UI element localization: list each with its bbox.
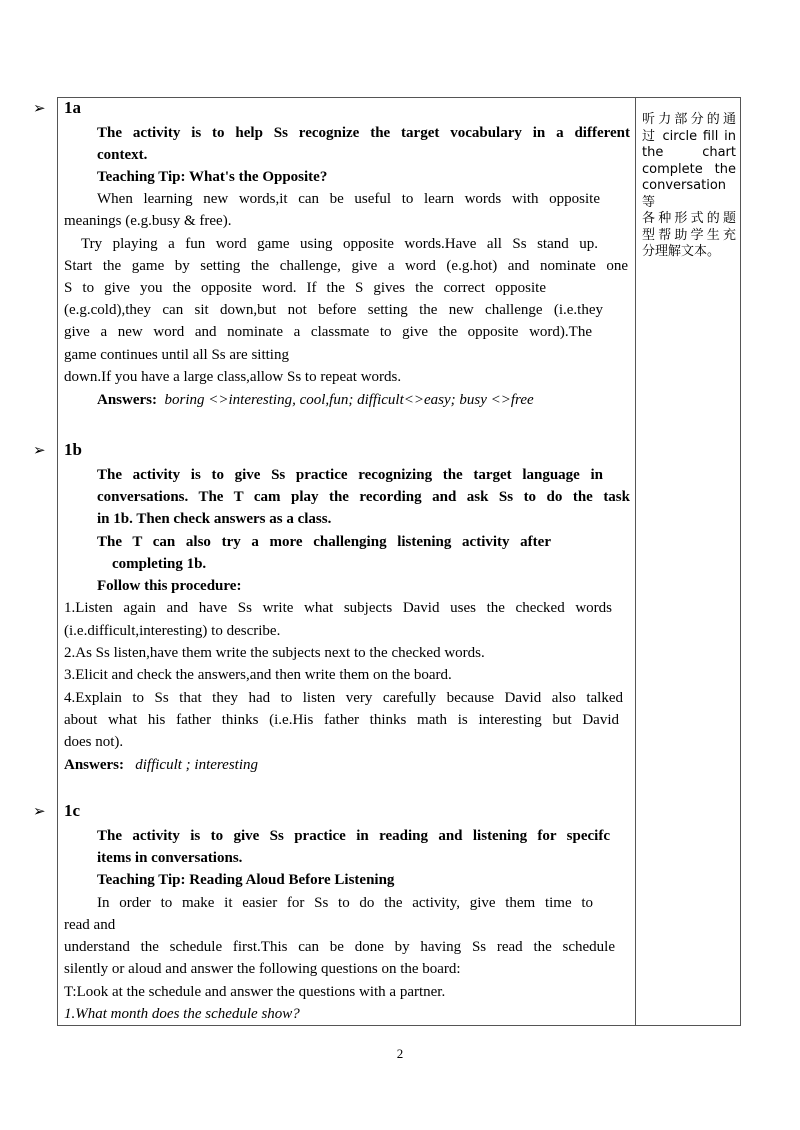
section-heading: 1c [64,801,81,820]
teaching-tip-title: Teaching Tip: Reading Aloud Before Listening [97,872,395,888]
side-note [642,112,736,261]
page-number: 2 [396,1046,404,1061]
paragraph-line: game continues until all Ss are sitting [64,347,289,363]
paragraph-line: S to give you the opposite word. If the S gives the correct opposite [64,280,546,296]
procedure-step: 2.As Ss listen,have them write the subjects next to the checked words. [64,645,485,661]
paragraph-line: When learning new words,it can be useful to learn words with opposite [97,191,600,207]
paragraph-line: meanings (e.g.busy & free). [64,213,232,229]
paragraph-line: down.If you have a large class,allow Ss to repeat words. [64,369,402,385]
answers-line [97,389,534,411]
side-note-line: 分理解文本。 [642,244,721,259]
paragraph-line: read and [64,917,116,933]
answers-text: difficult ; interesting [135,757,259,773]
procedure-step: does not). [64,734,124,750]
section-objective: The activity is to give Ss practice recognizing the target language in [97,467,603,483]
teaching-tip-title: Teaching Tip: What's the Opposite? [97,169,328,185]
side-note-line: the chart [642,145,736,160]
side-note-line: 各种形式的题 [642,211,736,226]
answers-label: Answers: [64,757,124,773]
paragraph-line: silently or aloud and answer the following questions on the board: [64,961,461,977]
paragraph-line: completing 1b. [112,556,207,572]
section-objective: conversations. The T cam play the recording and ask Ss to do the task [97,489,630,505]
paragraph-line: Try playing a fun word game using opposite words.Have all Ss stand up. [81,236,598,252]
bullet-arrow-icon: ➢ [33,101,46,117]
section-heading: 1a [64,98,81,117]
paragraph-line: understand the schedule first.This can be done by having Ss read the schedule [64,939,615,955]
procedure-title: Follow this procedure: [97,578,242,594]
section-objective: The activity is to give Ss practice in reading and listening for specifc [97,828,610,844]
procedure-step: 4.Explain to Ss that they had to listen very carefully because David also talked [64,690,623,706]
procedure-step: 3.Elicit and check the answers,and then write them on the board. [64,667,452,683]
paragraph-line: The T can also try a more challenging listening activity after [97,534,551,550]
answers-line [64,754,258,776]
answers-text: boring <>interesting, cool,fun; difficult<>easy; busy <>free [164,392,534,408]
side-note-line: conversation 等 [642,178,727,210]
paragraph-line: T:Look at the schedule and answer the questions with a partner. [64,984,446,1000]
section-objective: context. [97,147,148,163]
procedure-step: about what his father thinks (i.e.His father thinks math is interesting but David [64,712,619,728]
paragraph-line: In order to make it easier for Ss to do the activity, give them time to [97,895,593,911]
paragraph-line: give a new word and nominate a classmate to give the opposite word).The [64,324,592,340]
question-line: 1.What month does the schedule show? [64,1006,300,1022]
bullet-arrow-icon: ➢ [33,443,46,459]
side-note-line: 型帮助学生充 [642,227,736,243]
section-objective: items in conversations. [97,850,243,866]
column-divider [635,97,636,1026]
procedure-step: 1.Listen again and have Ss write what subjects David uses the checked words [64,600,612,616]
section-objective: in 1b. Then check answers as a class. [97,511,332,527]
answers-label: Answers: [97,392,157,408]
paragraph-line: (e.g.cold),they can sit down,but not before setting the new challenge (i.e.they [64,302,603,318]
section-heading: 1b [64,440,82,459]
paragraph-line: Start the game by setting the challenge, give a word (e.g.hot) and nominate one [64,258,628,274]
section-objective: The activity is to help Ss recognize the target vocabulary in a different [97,125,630,141]
side-note-line: 听力部分的通 [642,112,736,127]
side-note-line: 过 circle fill in [642,128,736,144]
procedure-step: (i.e.difficult,interesting) to describe. [64,623,281,639]
side-note-line: complete the [642,161,736,177]
bullet-arrow-icon: ➢ [33,804,46,820]
